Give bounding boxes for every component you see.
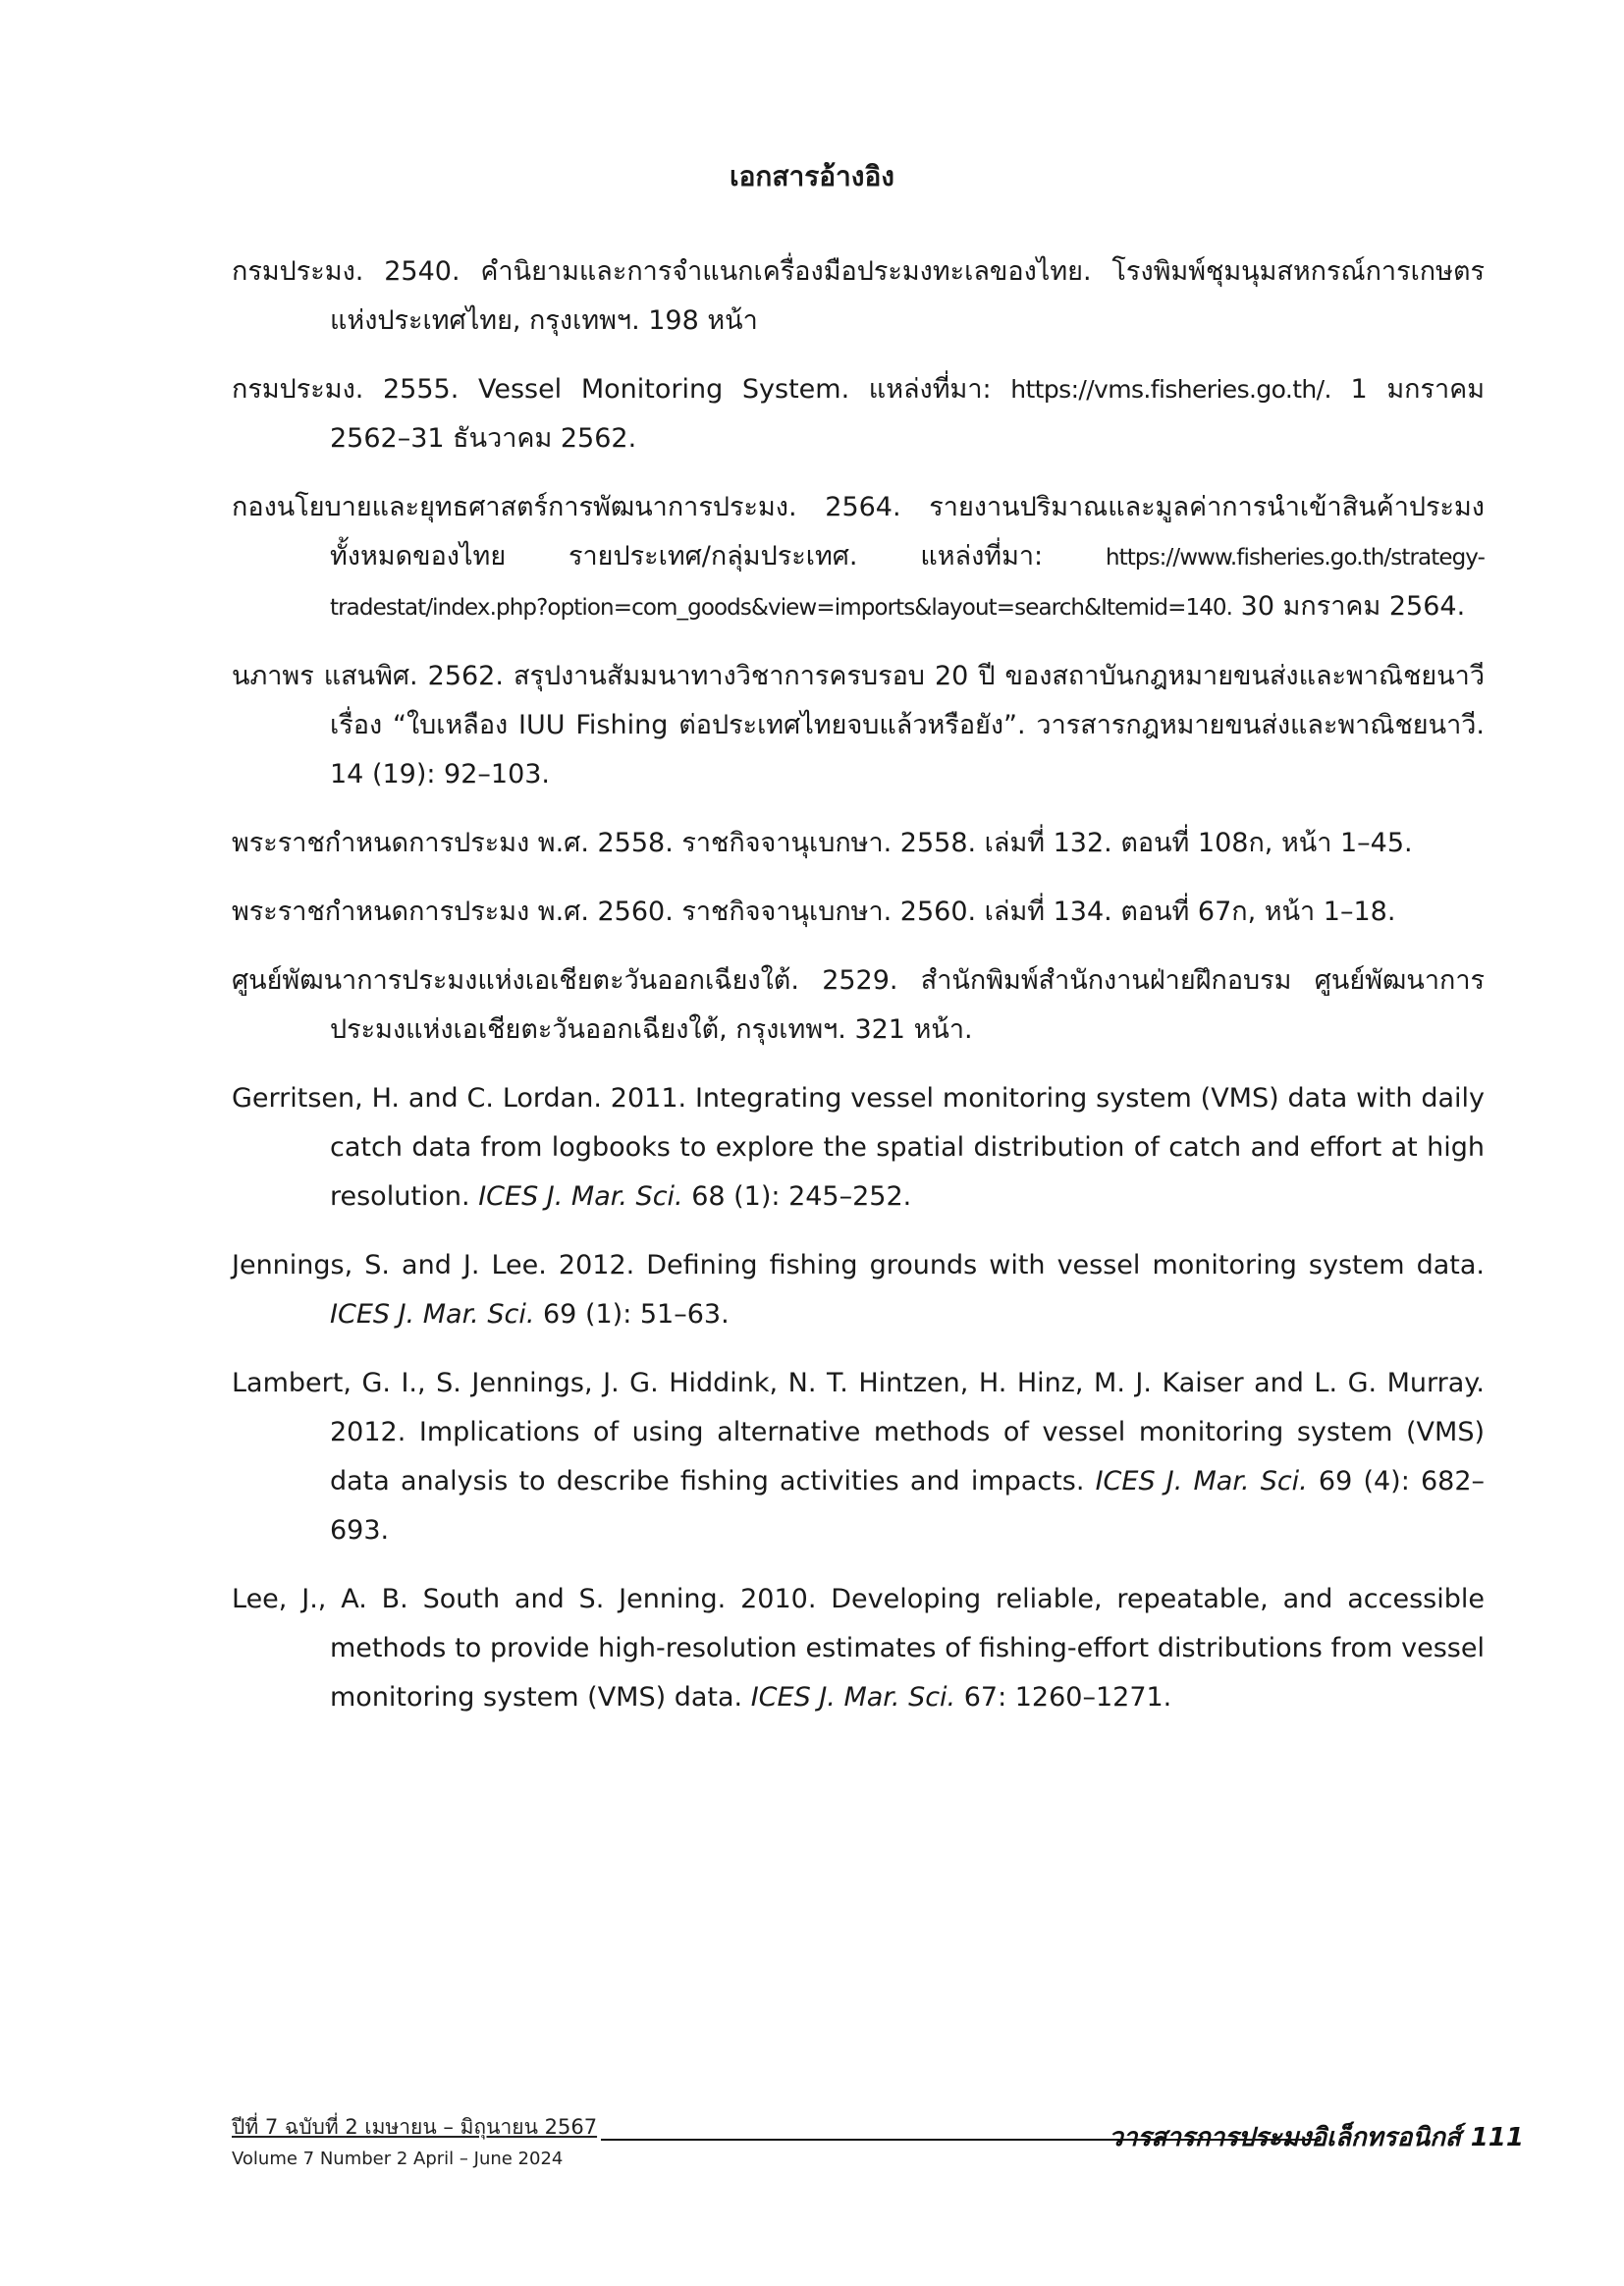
reference-item [232,365,1485,463]
reference-list [232,247,1485,1742]
reference-text: Gerritsen, H. and C. Lordan. 2011. Integrating vessel monitoring system (VMS) data with daily catch data from logbooks to explore the spatial distribution of catch and effort at high resolution. [232,1083,1485,1212]
reference-item [232,1074,1485,1222]
reference-text: กรมประมง. 2540. คำนิยามและการจำแนกเครื่องมือประมงทะเลของไทย. โรงพิมพ์ชุมนุมสหกรณ์การเกษตรแห่งประเทศไทย, กรุงเทพฯ. 198 หน้า [232,256,1485,336]
reference-item [232,483,1485,632]
reference-text: ศูนย์พัฒนาการประมงแห่งเอเชียตะวันออกเฉียงใต้. 2529. สำนักพิมพ์สำนักงานฝ่ายฝึกอบรม ศูนย์พัฒนาการประมงแห่งเอเชียตะวันออกเฉียงใต้, กรุงเทพฯ. 321 หน้า. [232,965,1485,1045]
reference-text: 69 (1): 51–63. [534,1299,730,1330]
reference-item [232,819,1485,868]
reference-item [232,247,1485,346]
page-title: เอกสารอ้างอิง [730,160,894,192]
reference-text: พระราชกำหนดการประมง พ.ศ. 2560. ราชกิจจานุเบกษา. 2560. เล่มที่ 134. ตอนที่ 67ก, หน้า 1–18. [232,897,1396,927]
reference-item [232,956,1485,1055]
reference-text: Jennings, S. and J. Lee. 2012. Defining fishing grounds with vessel monitoring system data. [232,1250,1485,1280]
journal-name: ICES J. Mar. Sci. [750,1682,956,1713]
reference-text: Lee, J., A. B. South and S. Jenning. 2010. Developing reliable, repeatable, and accessible methods to provide high-resolution estimates of fishing-effort distributions from vessel monitoring system (VMS) data. [232,1584,1485,1713]
reference-text: 67: 1260–1271. [955,1682,1172,1713]
reference-url[interactable]: https://www.fisheries.go.th/strategy-tradestat/index.php?option=com_goods&view=imports&layout=search&Itemid=140. [330,545,1485,621]
reference-text: 1 มกราคม 2562–31 ธันวาคม 2562. [330,374,1485,454]
reference-text: กองนโยบายและยุทธศาสตร์การพัฒนาการประมง. 2564. รายงานปริมาณและมูลค่าการนำเข้าสินค้าประมงทั้งหมดของไทย รายประเทศ/กลุ่มประเทศ. แหล่งที่มา: [232,492,1485,572]
reference-text: 30 มกราคม 2564. [1232,591,1466,622]
reference-text: นภาพร แสนพิศ. 2562. สรุปงานสัมมนาทางวิชาการครบรอบ 20 ปี ของสถาบันกฎหมายขนส่งและพาณิชยนาวี เรื่อง “ใบเหลือง IUU Fishing ต่อประเทศไทยจบแล้วหรือยัง”. วารสารกฎหมายขนส่งและพาณิชยนาวี. 14 (19): 92–103. [232,661,1485,789]
reference-text: Lambert, G. I., S. Jennings, J. G. Hiddink, N. T. Hintzen, H. Hinz, M. J. Kaiser and L. G. Murray. 2012. Implications of using alternative methods of vessel monitoring system (VMS) data analysis to describe fishing activities and impacts. [232,1368,1485,1497]
issue-info-thai: ปีที่ 7 ฉบับที่ 2 เมษายน – มิถุนายน 2567 [232,2115,598,2139]
reference-url[interactable]: https://vms.fisheries.go.th/. [1010,375,1331,404]
running-footer [1109,2117,1524,2157]
reference-item [232,1575,1485,1722]
reference-item [232,1241,1485,1339]
journal-name: ICES J. Mar. Sci. [1095,1466,1308,1497]
journal-name: ICES J. Mar. Sci. [478,1181,683,1212]
reference-text: 69 (4): 682–693. [330,1466,1485,1546]
journal-name: ICES J. Mar. Sci. [330,1299,535,1330]
page-number: 111 [1470,2123,1524,2152]
reference-item [232,1359,1485,1555]
reference-item [232,888,1485,937]
reference-item [232,652,1485,799]
reference-text: กรมประมง. 2555. Vessel Monitoring System. แหล่งที่มา: [232,374,1011,405]
reference-text: 68 (1): 245–252. [682,1181,912,1212]
issue-info-english: Volume 7 Number 2 April – June 2024 [232,2149,564,2169]
journal-title: วารสารการประมงอิเล็กทรอนิกส์ [1109,2123,1461,2152]
reference-text: พระราชกำหนดการประมง พ.ศ. 2558. ราชกิจจานุเบกษา. 2558. เล่มที่ 132. ตอนที่ 108ก, หน้า 1–45. [232,828,1413,858]
page-footer [232,2111,1524,2190]
